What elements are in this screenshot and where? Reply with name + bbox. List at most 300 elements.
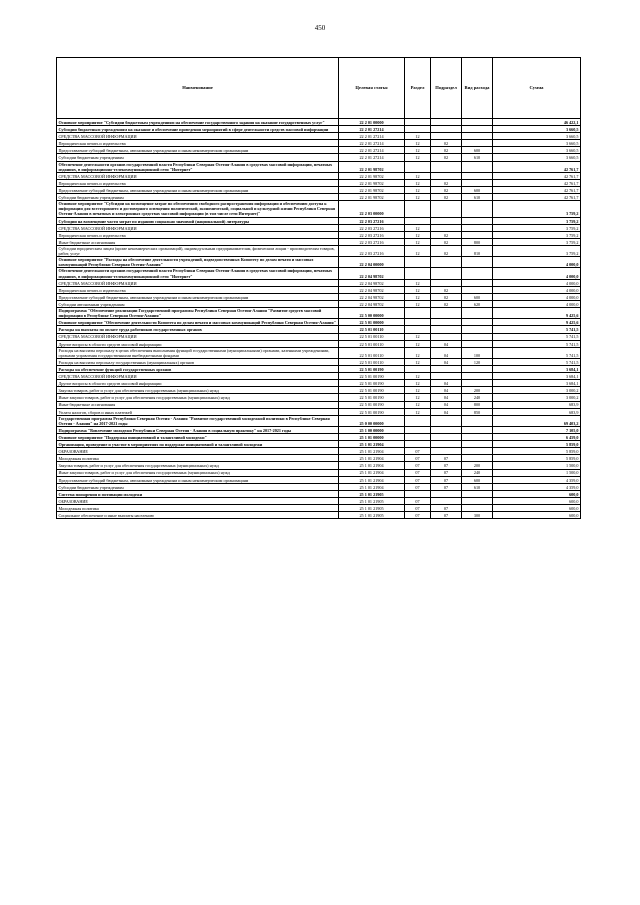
row-section: 07	[405, 504, 431, 511]
row-section	[405, 319, 431, 326]
row-name: СРЕДСТВА МАССОВОЙ ИНФОРМАЦИИ	[57, 373, 339, 380]
table-row	[57, 441, 581, 448]
row-subsection	[431, 308, 462, 319]
row-section	[405, 426, 431, 433]
row-target-article: 25 1 01 21904	[339, 455, 405, 462]
row-section: 12	[405, 347, 431, 358]
row-target-article: 22 5 01 00190	[339, 366, 405, 373]
row-expense-type: 600	[462, 187, 493, 194]
row-target-article: 22 2 01 27214	[339, 140, 405, 147]
row-expense-type	[462, 140, 493, 147]
table-row	[57, 380, 581, 387]
table-row	[57, 154, 581, 161]
row-subsection	[431, 448, 462, 455]
table-row	[57, 268, 581, 279]
row-section: 12	[405, 408, 431, 415]
row-name: Иные бюджетные ассигнования	[57, 401, 339, 408]
row-amount: 3 660,5	[493, 154, 581, 161]
row-subsection	[431, 133, 462, 140]
row-target-article: 22 5 01 00110	[339, 326, 405, 333]
row-amount: 600,0	[493, 512, 581, 519]
row-subsection	[431, 161, 462, 172]
row-target-article: 22 2 01 27214	[339, 147, 405, 154]
row-expense-type: 240	[462, 469, 493, 476]
row-expense-type	[462, 426, 493, 433]
row-section	[405, 366, 431, 373]
row-target-article: 22 2 01 98702	[339, 179, 405, 186]
row-amount: 4 000,0	[493, 279, 581, 286]
row-section: 12	[405, 394, 431, 401]
row-name: Расходы на выплаты персоналу государственных (муниципальных) органов	[57, 358, 339, 365]
table-row	[57, 347, 581, 358]
row-expense-type	[462, 448, 493, 455]
row-amount: 4 000,0	[493, 257, 581, 268]
row-expense-type	[462, 333, 493, 340]
row-subsection: 04	[431, 394, 462, 401]
row-amount: 3 759,2	[493, 217, 581, 224]
row-expense-type	[462, 286, 493, 293]
row-name: Закупка товаров, работ и услуг для обеспечения государственных (муниципальных) нужд	[57, 387, 339, 394]
row-target-article: 25 1 01 21905	[339, 490, 405, 497]
row-section: 07	[405, 512, 431, 519]
row-amount: 3 000,2	[493, 387, 581, 394]
row-name: Расходы на обеспечение функций государственных органов	[57, 366, 339, 373]
row-expense-type: 200	[462, 462, 493, 469]
row-amount: 5 741,5	[493, 340, 581, 347]
row-name: ОБРАЗОВАНИЕ	[57, 497, 339, 504]
row-subsection: 04	[431, 347, 462, 358]
header-expense-type: Вид расхода	[462, 58, 493, 119]
table-row	[57, 126, 581, 133]
row-target-article: 22 2 03 27216	[339, 231, 405, 238]
table-row	[57, 394, 581, 401]
row-subsection: 02	[431, 140, 462, 147]
row-subsection: 07	[431, 462, 462, 469]
row-target-article: 25 1 01 21904	[339, 441, 405, 448]
row-subsection: 02	[431, 147, 462, 154]
table-row	[57, 224, 581, 231]
row-target-article: 22 2 04 98702	[339, 268, 405, 279]
row-name: Иные бюджетные ассигнования	[57, 238, 339, 245]
row-name: Периодическая печать и издательства	[57, 140, 339, 147]
row-name: Государственная программа Республики Северная Осетия - Алания "Развитие государственной молодежной политики в Республике Северная Осетия - Алания" на 2017-2021 годы	[57, 415, 339, 426]
row-subsection: 02	[431, 245, 462, 256]
row-target-article: 22 2 01 27214	[339, 133, 405, 140]
row-section	[405, 326, 431, 333]
table-row	[57, 187, 581, 194]
row-section: 12	[405, 231, 431, 238]
row-section: 12	[405, 300, 431, 307]
table-row	[57, 408, 581, 415]
row-amount: 5 741,5	[493, 347, 581, 358]
table-row	[57, 238, 581, 245]
row-expense-type	[462, 490, 493, 497]
row-target-article: 25 1 00 00000	[339, 426, 405, 433]
row-section: 12	[405, 179, 431, 186]
row-subsection	[431, 326, 462, 333]
row-subsection	[431, 434, 462, 441]
row-section: 12	[405, 194, 431, 201]
row-name: Периодическая печать и издательства	[57, 231, 339, 238]
row-amount: 6 459,0	[493, 434, 581, 441]
table-row	[57, 172, 581, 179]
table-row	[57, 326, 581, 333]
row-expense-type: 600	[462, 476, 493, 483]
row-name: Субсидии юридическим лицам (кроме некоммерческих организаций), индивидуальным предпринимателям, физическим лицам - производителям товаров, работ, услуг	[57, 245, 339, 256]
row-subsection	[431, 426, 462, 433]
row-subsection	[431, 257, 462, 268]
row-target-article: 22 5 01 00000	[339, 319, 405, 326]
row-section	[405, 201, 431, 217]
row-expense-type	[462, 497, 493, 504]
row-target-article: 22 2 01 98702	[339, 187, 405, 194]
row-section: 12	[405, 279, 431, 286]
table-row	[57, 300, 581, 307]
row-amount: 683,9	[493, 401, 581, 408]
row-target-article: 22 2 01 00000	[339, 119, 405, 126]
table-row	[57, 462, 581, 469]
table-row	[57, 179, 581, 186]
row-name: Другие вопросы в области средств массовой информации	[57, 340, 339, 347]
row-expense-type: 620	[462, 300, 493, 307]
row-target-article: 22 5 01 00190	[339, 408, 405, 415]
table-row	[57, 426, 581, 433]
row-name: СРЕДСТВА МАССОВОЙ ИНФОРМАЦИИ	[57, 133, 339, 140]
row-section: 07	[405, 469, 431, 476]
row-subsection: 07	[431, 455, 462, 462]
row-expense-type: 800	[462, 238, 493, 245]
row-amount: 600,0	[493, 504, 581, 511]
row-name: Предоставление субсидий бюджетным, автономным учреждениям и иным некоммерческим организациям	[57, 187, 339, 194]
row-target-article: 22 2 04 00000	[339, 257, 405, 268]
row-expense-type	[462, 268, 493, 279]
row-expense-type	[462, 179, 493, 186]
row-expense-type	[462, 257, 493, 268]
row-target-article: 22 2 01 98702	[339, 172, 405, 179]
row-subsection	[431, 333, 462, 340]
row-target-article: 22 5 01 00190	[339, 387, 405, 394]
row-expense-type	[462, 504, 493, 511]
row-expense-type	[462, 455, 493, 462]
row-name: Основное мероприятие "Обеспечение деятельности Комитета по делам печати и массовых коммуникаций Республики Северная Осетия-Алания"	[57, 319, 339, 326]
row-expense-type: 850	[462, 408, 493, 415]
row-section: 07	[405, 497, 431, 504]
row-name: Предоставление субсидий бюджетным, автономным учреждениям и иным некоммерческим организациям	[57, 147, 339, 154]
row-expense-type	[462, 380, 493, 387]
row-expense-type: 610	[462, 194, 493, 201]
row-amount: 3 759,2	[493, 201, 581, 217]
row-section: 07	[405, 462, 431, 469]
table-row	[57, 387, 581, 394]
row-target-article: 22 2 03 27216	[339, 224, 405, 231]
header-name: Наименование	[57, 58, 339, 119]
row-name: Другие вопросы в области средств массовой информации	[57, 380, 339, 387]
row-subsection: 02	[431, 300, 462, 307]
row-subsection: 04	[431, 387, 462, 394]
row-subsection: 02	[431, 293, 462, 300]
row-target-article: 22 2 04 98702	[339, 286, 405, 293]
row-subsection	[431, 172, 462, 179]
page-number: 450	[314, 24, 326, 32]
row-section	[405, 119, 431, 126]
row-amount: 42 761,7	[493, 161, 581, 172]
row-expense-type: 800	[462, 401, 493, 408]
row-amount: 4 000,0	[493, 268, 581, 279]
row-subsection	[431, 268, 462, 279]
row-name: Молодежная политика	[57, 455, 339, 462]
row-section: 12	[405, 140, 431, 147]
row-name: Подпрограмма "Обеспечение реализации Государственной программы Республики Северная Осетия-Алания "Развитие средств массовой информации в Республике Северная Осетия-Алания"	[57, 308, 339, 319]
row-section: 12	[405, 133, 431, 140]
row-section: 12	[405, 286, 431, 293]
row-expense-type: 600	[462, 293, 493, 300]
row-subsection	[431, 415, 462, 426]
table-row	[57, 293, 581, 300]
row-section: 07	[405, 476, 431, 483]
row-expense-type	[462, 231, 493, 238]
row-subsection	[431, 126, 462, 133]
row-section: 12	[405, 154, 431, 161]
row-subsection: 07	[431, 483, 462, 490]
row-name: Расходы на выплаты персоналу в целях обеспечения выполнения функций государственными (муниципальными) органами, казенными учреждениями, органами управления государственными внебюджетными фондами	[57, 347, 339, 358]
row-subsection: 02	[431, 238, 462, 245]
row-amount: 3 660,5	[493, 126, 581, 133]
row-expense-type: 810	[462, 245, 493, 256]
row-name: Обеспечение деятельности органов государственной власти Республики Северная Осетия-Алания в средствах массовой информации, печатных изданиях, в информационно-телекоммуникационной сети "Интернет"	[57, 268, 339, 279]
row-target-article: 22 2 04 98702	[339, 279, 405, 286]
row-subsection: 07	[431, 469, 462, 476]
row-target-article: 22 2 01 98702	[339, 161, 405, 172]
table-row	[57, 140, 581, 147]
header-subsection: Подраздел	[431, 58, 462, 119]
row-name: Иные закупки товаров, работ и услуг для обеспечения государственных (муниципальных) нужд	[57, 469, 339, 476]
row-section	[405, 257, 431, 268]
table-row	[57, 366, 581, 373]
row-expense-type	[462, 434, 493, 441]
row-target-article: 22 5 01 00190	[339, 401, 405, 408]
row-target-article: 22 5 01 00190	[339, 394, 405, 401]
row-expense-type: 100	[462, 347, 493, 358]
row-amount: 600,0	[493, 497, 581, 504]
table-row	[57, 119, 581, 126]
row-target-article: 25 1 01 21904	[339, 448, 405, 455]
row-amount: 600,0	[493, 490, 581, 497]
row-target-article: 22 2 04 98702	[339, 300, 405, 307]
row-amount: 46 422,1	[493, 119, 581, 126]
row-expense-type: 600	[462, 147, 493, 154]
row-expense-type	[462, 319, 493, 326]
row-name: Основное мероприятие "Расходы на обеспечение деятельности учреждений, подведомственных Комитету по делам печати и массовых коммуникаций Республики Северная Осетия-Алания"	[57, 257, 339, 268]
row-name: Субсидии бюджетным учреждениям на оказание и обеспечение проведения мероприятий в сфере деятельности средств массовой информации	[57, 126, 339, 133]
table-row	[57, 308, 581, 319]
row-amount: 3 759,2	[493, 245, 581, 256]
row-amount: 3 684,1	[493, 373, 581, 380]
row-subsection: 04	[431, 408, 462, 415]
table-row	[57, 504, 581, 511]
row-section: 12	[405, 358, 431, 365]
row-expense-type	[462, 126, 493, 133]
row-name: Предоставление субсидий бюджетным, автономным учреждениям и иным некоммерческим организациям	[57, 293, 339, 300]
row-expense-type: 240	[462, 394, 493, 401]
table-row	[57, 434, 581, 441]
row-target-article: 25 1 01 21905	[339, 497, 405, 504]
row-name: Молодежная политика	[57, 504, 339, 511]
row-section: 12	[405, 340, 431, 347]
row-expense-type	[462, 326, 493, 333]
row-name: Обеспечение деятельности органов государственной власти Республики Северная Осетия-Алания в средствах массовой информации, печатных изданиях, в информационно-телекоммуникационной сети "Интернет"	[57, 161, 339, 172]
row-expense-type: 300	[462, 512, 493, 519]
table-row	[57, 512, 581, 519]
row-section: 07	[405, 448, 431, 455]
row-name: Система поощрения и мотивации молодежи	[57, 490, 339, 497]
row-section	[405, 308, 431, 319]
row-name: ОБРАЗОВАНИЕ	[57, 448, 339, 455]
row-expense-type	[462, 373, 493, 380]
row-section	[405, 490, 431, 497]
row-section: 12	[405, 187, 431, 194]
row-subsection	[431, 224, 462, 231]
row-section	[405, 441, 431, 448]
row-subsection	[431, 217, 462, 224]
row-target-article: 22 2 01 27214	[339, 154, 405, 161]
row-amount: 4 000,0	[493, 300, 581, 307]
table-row	[57, 319, 581, 326]
table-row	[57, 231, 581, 238]
row-target-article: 22 5 00 00000	[339, 308, 405, 319]
row-target-article: 22 5 01 00110	[339, 333, 405, 340]
header-amount: Сумма	[493, 58, 581, 119]
row-target-article: 22 5 01 00190	[339, 380, 405, 387]
row-section: 12	[405, 401, 431, 408]
row-name: Подпрограмма "Вовлечение молодежи Республики Северная Осетия - Алания в социальную практику" на 2017-2021 годы	[57, 426, 339, 433]
row-amount: 5 859,0	[493, 441, 581, 448]
table-row	[57, 358, 581, 365]
row-section: 12	[405, 172, 431, 179]
row-expense-type	[462, 217, 493, 224]
row-expense-type	[462, 119, 493, 126]
row-target-article: 22 2 04 98702	[339, 293, 405, 300]
table-row	[57, 490, 581, 497]
table-row	[57, 286, 581, 293]
row-expense-type	[462, 279, 493, 286]
row-target-article: 22 2 01 27214	[339, 126, 405, 133]
row-name: Уплата налогов, сборов и иных платежей	[57, 408, 339, 415]
row-amount: 3 684,1	[493, 380, 581, 387]
row-subsection	[431, 366, 462, 373]
row-section	[405, 161, 431, 172]
row-expense-type	[462, 133, 493, 140]
table-body	[57, 119, 581, 519]
row-name: Расходы на выплаты по оплате труда работников государственных органов	[57, 326, 339, 333]
row-expense-type: 610	[462, 154, 493, 161]
row-name: Субсидии бюджетным учреждениям	[57, 154, 339, 161]
table-row	[57, 257, 581, 268]
row-amount: 3 684,1	[493, 366, 581, 373]
row-amount: 3 000,2	[493, 394, 581, 401]
row-name: СРЕДСТВА МАССОВОЙ ИНФОРМАЦИИ	[57, 224, 339, 231]
row-target-article: 25 1 01 21904	[339, 469, 405, 476]
row-amount: 42 761,7	[493, 179, 581, 186]
row-subsection	[431, 119, 462, 126]
row-amount: 3 759,2	[493, 224, 581, 231]
row-target-article: 22 5 01 00110	[339, 347, 405, 358]
row-section: 12	[405, 387, 431, 394]
row-subsection: 07	[431, 512, 462, 519]
row-amount: 4 000,0	[493, 293, 581, 300]
row-subsection: 04	[431, 380, 462, 387]
row-target-article: 25 1 01 00000	[339, 434, 405, 441]
row-subsection: 02	[431, 187, 462, 194]
row-subsection: 02	[431, 286, 462, 293]
row-section	[405, 217, 431, 224]
row-subsection	[431, 373, 462, 380]
row-name: Предоставление субсидий бюджетным, автономным учреждениям и иным некоммерческим организациям	[57, 476, 339, 483]
row-amount: 1 500,0	[493, 469, 581, 476]
row-subsection: 07	[431, 476, 462, 483]
row-amount: 3 660,5	[493, 147, 581, 154]
row-amount: 5 859,0	[493, 455, 581, 462]
table-row	[57, 217, 581, 224]
table-row	[57, 469, 581, 476]
row-expense-type: 200	[462, 387, 493, 394]
row-expense-type	[462, 415, 493, 426]
row-subsection	[431, 441, 462, 448]
row-name: Организация, проведение и участие в мероприятиях по поддержке инициативной и талантливой молодежи	[57, 441, 339, 448]
row-target-article: 22 2 03 00000	[339, 201, 405, 217]
row-name: Периодическая печать и издательства	[57, 286, 339, 293]
row-target-article: 25 1 01 21904	[339, 462, 405, 469]
row-amount: 69 403,2	[493, 415, 581, 426]
table-row	[57, 373, 581, 380]
row-target-article: 25 1 01 21904	[339, 483, 405, 490]
row-expense-type	[462, 161, 493, 172]
row-target-article: 22 2 03 27216	[339, 217, 405, 224]
row-section: 12	[405, 238, 431, 245]
row-target-article: 22 5 01 00110	[339, 358, 405, 365]
row-target-article: 25 1 01 21905	[339, 504, 405, 511]
row-section	[405, 126, 431, 133]
row-expense-type	[462, 308, 493, 319]
header-target-article: Целевая статья	[339, 58, 405, 119]
table-row	[57, 483, 581, 490]
row-section	[405, 415, 431, 426]
table-row	[57, 245, 581, 256]
row-name: Социальное обеспечение и иные выплаты населению	[57, 512, 339, 519]
row-subsection	[431, 201, 462, 217]
row-subsection: 02	[431, 154, 462, 161]
row-amount: 3 660,5	[493, 140, 581, 147]
table-row	[57, 279, 581, 286]
row-expense-type	[462, 172, 493, 179]
table-row	[57, 497, 581, 504]
row-subsection: 04	[431, 401, 462, 408]
table-row	[57, 415, 581, 426]
table-row	[57, 476, 581, 483]
table-row	[57, 455, 581, 462]
row-subsection	[431, 279, 462, 286]
row-section: 12	[405, 224, 431, 231]
table-header-row	[57, 58, 581, 119]
row-subsection	[431, 319, 462, 326]
row-section	[405, 434, 431, 441]
row-amount: 42 761,7	[493, 194, 581, 201]
row-name: Периодическая печать и издательства	[57, 179, 339, 186]
row-target-article: 22 2 03 27216	[339, 238, 405, 245]
row-expense-type	[462, 340, 493, 347]
row-name: Иные закупки товаров, работ и услуг для обеспечения государственных (муниципальных) нужд	[57, 394, 339, 401]
row-section: 12	[405, 380, 431, 387]
row-amount: 683,9	[493, 408, 581, 415]
